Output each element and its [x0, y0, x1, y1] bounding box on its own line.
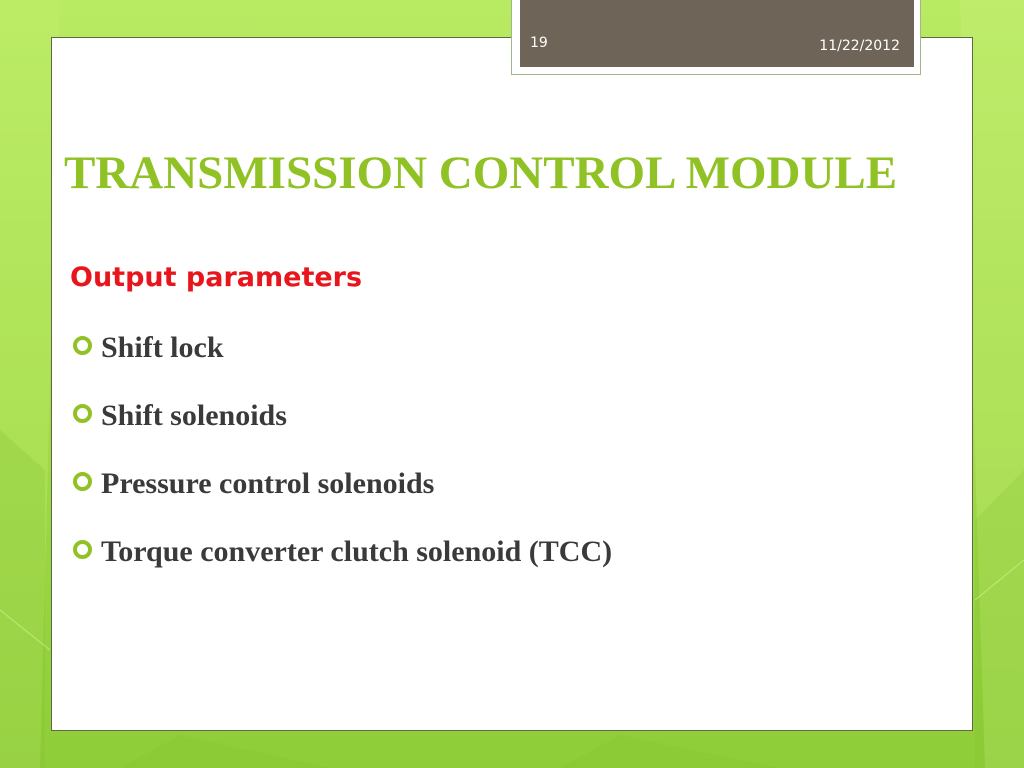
list-item-text: Shift solenoids: [101, 399, 287, 432]
list-item-text: Pressure control solenoids: [101, 467, 435, 500]
list-item: [70, 394, 950, 462]
slide-date: 11/22/2012: [819, 38, 900, 54]
ring-bullet-icon: [73, 540, 92, 559]
ring-bullet-icon: [73, 404, 92, 423]
list-item: [70, 326, 950, 394]
slide-title: TRANSMISSION CONTROL MODULE: [64, 147, 898, 199]
header-tab: [520, 0, 914, 67]
list-item-text: Torque converter clutch solenoid (TCC): [101, 535, 613, 568]
list-item: [70, 462, 950, 530]
ring-bullet-icon: [73, 472, 92, 491]
ring-bullet-icon: [73, 336, 92, 355]
list-item-text: Shift lock: [101, 331, 224, 364]
subheading: Output parameters: [70, 262, 363, 293]
list-item: [70, 530, 950, 598]
bullet-list: [70, 326, 950, 598]
slide-number: 19: [530, 35, 548, 51]
